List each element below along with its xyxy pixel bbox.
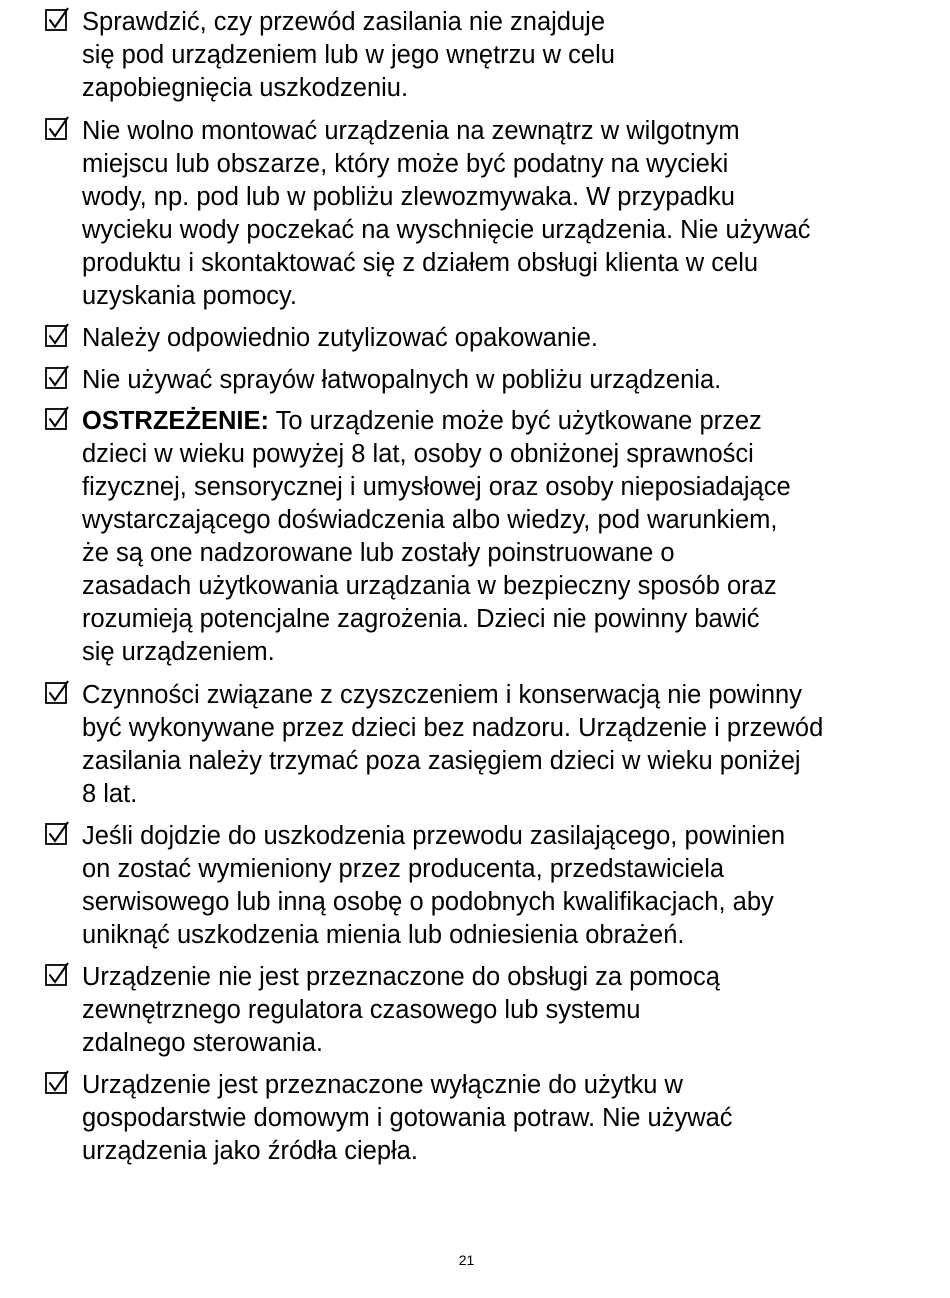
checked-box-icon xyxy=(44,680,72,708)
item-text-line: Urządzenie jest przeznaczone wyłącznie do użytku w xyxy=(82,1071,683,1099)
item-text-line: produktu i skontaktować się z działem obsługi klienta w celu xyxy=(82,249,759,277)
item-text-line: że są one nadzorowane lub zostały poinstruowane o xyxy=(82,539,675,567)
item-text-line: Należy odpowiednio zutylizować opakowanie. xyxy=(82,324,598,352)
item-text-line: urządzenia jako źródła ciepła. xyxy=(82,1137,418,1165)
item-text-line: 8 lat. xyxy=(82,780,138,808)
item-text-line: Sprawdzić, czy przewód zasilania nie znajduje xyxy=(82,8,606,36)
item-text-line: Nie używać sprayów łatwopalnych w pobliżu urządzenia. xyxy=(82,366,722,394)
checked-box-icon xyxy=(44,365,72,393)
item-text-line: wystarczającego doświadczenia albo wiedzy, pod warunkiem, xyxy=(82,506,778,534)
warning-label: OSTRZEŻENIE: xyxy=(82,407,270,435)
item-text-line: wycieku wody poczekać na wyschnięcie urządzenia. Nie używać xyxy=(82,216,811,244)
item-text-line: zasilania należy trzymać poza zasięgiem dzieci w wieku poniżej xyxy=(82,747,801,775)
item-text-line: się urządzeniem. xyxy=(82,638,275,666)
item-text-line: miejscu lub obszarze, który może być podatny na wycieki xyxy=(82,150,729,178)
item-text-line: uniknąć uszkodzenia mienia lub odniesienia obrażeń. xyxy=(82,921,685,949)
item-text-line: fizycznej, sensorycznej i umysłowej oraz osoby nieposiadające xyxy=(82,473,791,501)
checked-box-icon xyxy=(44,406,72,434)
item-text-line: uzyskania pomocy. xyxy=(82,282,297,310)
checked-box-icon xyxy=(44,7,72,35)
item-text-line: Nie wolno montować urządzenia na zewnątrz w wilgotnym xyxy=(82,117,740,145)
item-text-line: Urządzenie nie jest przeznaczone do obsługi za pomocą xyxy=(82,963,720,991)
item-text-line: Czynności związane z czyszczeniem i konserwacją nie powinny xyxy=(82,681,802,709)
checked-box-icon xyxy=(44,116,72,144)
item-text-line: być wykonywane przez dzieci bez nadzoru. Urządzenie i przewód xyxy=(82,714,824,742)
checked-box-icon xyxy=(44,323,72,351)
item-text-line: wody, np. pod lub w pobliżu zlewozmywaka. W przypadku xyxy=(82,183,735,211)
item-text-line xyxy=(82,405,762,438)
item-text-line: zasadach użytkowania urządzania w bezpieczny sposób oraz xyxy=(82,572,777,600)
item-text-line: gospodarstwie domowym i gotowania potraw. Nie używać xyxy=(82,1104,733,1132)
checked-box-icon xyxy=(44,821,72,849)
checked-box-icon xyxy=(44,962,72,990)
item-text-line: zewnętrznego regulatora czasowego lub systemu xyxy=(82,996,641,1024)
item-text-line: się pod urządzeniem lub w jego wnętrzu w celu xyxy=(82,41,615,69)
item-text-line: on zostać wymieniony przez producenta, przedstawiciela xyxy=(82,855,725,883)
item-text-line: zdalnego sterowania. xyxy=(82,1029,323,1057)
item-text-line: dzieci w wieku powyżej 8 lat, osoby o obniżonej sprawności xyxy=(82,440,754,468)
item-text-line: rozumieją potencjalne zagrożenia. Dzieci nie powinny bawić xyxy=(82,605,760,633)
item-text-line: serwisowego lub inną osobę o podobnych kwalifikacjach, aby xyxy=(82,888,774,916)
warning-text: To urządzenie może być użytkowane przez xyxy=(269,407,762,435)
item-text-line: Jeśli dojdzie do uszkodzenia przewodu zasilającego, powinien xyxy=(82,822,786,850)
page-number: 21 xyxy=(458,1252,475,1268)
item-text-line: zapobiegnięcia uszkodzeniu. xyxy=(82,74,409,102)
checked-box-icon xyxy=(44,1070,72,1098)
